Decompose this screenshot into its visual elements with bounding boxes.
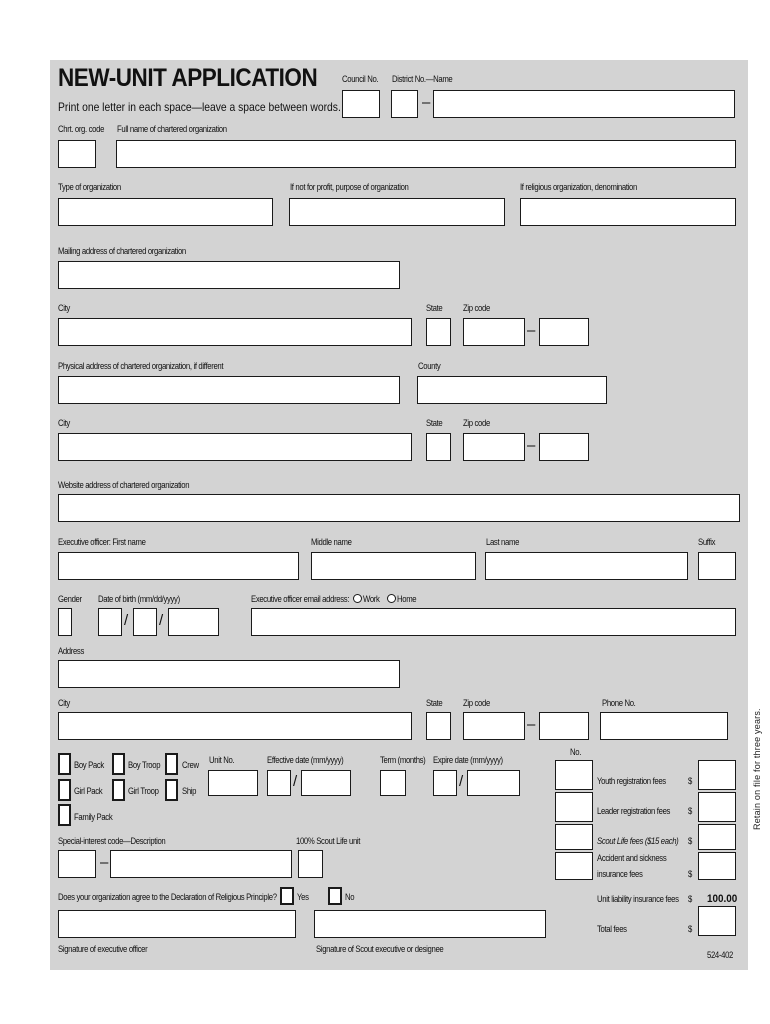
gender-label: Gender [58,594,82,604]
special-interest-label: Special-interest code—Description [58,836,166,846]
zip-label: Zip code [463,698,490,708]
effective-date-label: Effective date (mm/yyyy) [267,755,344,765]
exec-city-field[interactable] [58,712,412,740]
effective-month-field[interactable] [267,770,291,796]
religious-principle-question: Does your organization agree to the Declaration of Religious Principle? [58,892,277,902]
currency-symbol: $ [688,806,692,816]
chrt-code-label: Chrt. org. code [58,124,105,134]
exec-first-label: Executive officer: First name [58,537,146,547]
boy-pack-checkbox[interactable] [58,753,71,775]
no-column-label: No. [570,747,582,757]
state-label: State [426,698,443,708]
boy-troop-checkbox[interactable] [112,753,125,775]
form-subtitle: Print one letter in each space—leave a space between words. [58,100,341,114]
youth-fees-label: Youth registration fees [597,776,666,786]
effective-year-field[interactable] [301,770,351,796]
crew-label: Crew [182,760,199,770]
expire-date-label: Expire date (mm/yyyy) [433,755,503,765]
expire-month-field[interactable] [433,770,457,796]
form-number: 524-402 [707,950,734,960]
state-label: State [426,418,443,428]
dash-separator: – [422,94,431,111]
leader-fees-amount-field[interactable] [698,792,736,822]
retention-note: Retain on file for three years. [752,708,762,830]
suffix-field[interactable] [698,552,736,580]
physical-city-field[interactable] [58,433,412,461]
term-field[interactable] [380,770,406,796]
website-field[interactable] [58,494,740,522]
full-name-field[interactable] [116,140,736,168]
city-label: City [58,698,70,708]
email-field[interactable] [251,608,736,636]
unit-no-field[interactable] [208,770,258,796]
girl-troop-label: Girl Troop [128,786,159,796]
ship-label: Ship [182,786,197,796]
yes-label: Yes [297,892,309,902]
scout-signature-field[interactable] [314,910,546,938]
email-label: Executive officer email address: [251,594,350,604]
last-name-field[interactable] [485,552,688,580]
unit-no-label: Unit No. [209,755,235,765]
boy-pack-label: Boy Pack [74,760,104,770]
ship-checkbox[interactable] [165,779,178,801]
crew-checkbox[interactable] [165,753,178,775]
nonprofit-purpose-field[interactable] [289,198,505,226]
mailing-address-field[interactable] [58,261,400,289]
special-interest-description-field[interactable] [110,850,292,878]
liability-fees-amount: 100.00 [707,893,738,905]
city-field[interactable] [58,318,412,346]
accident-count-field[interactable] [555,852,593,880]
currency-symbol: $ [688,869,692,879]
mailing-address-label: Mailing address of chartered organization [58,246,186,256]
county-label: County [418,361,441,371]
special-interest-code-field[interactable] [58,850,96,878]
last-label: Last name [486,537,520,547]
phone-field[interactable] [600,712,728,740]
physical-zip-field[interactable] [463,433,525,461]
family-pack-label: Family Pack [74,812,113,822]
scout-signature-label: Signature of Scout executive or designee [316,944,444,954]
expire-year-field[interactable] [467,770,520,796]
district-label: District No.—Name [392,74,453,84]
accident-fees-label-1: Accident and sickness [597,853,667,863]
dob-label: Date of birth (mm/dd/yyyy) [98,594,180,604]
currency-symbol: $ [688,836,692,846]
youth-count-field[interactable] [555,760,593,790]
nonprofit-purpose-label: If not for profit, purpose of organization [290,182,409,192]
home-radio[interactable] [387,594,396,603]
dob-month-field[interactable] [98,608,122,636]
full-name-label: Full name of chartered organization [117,124,227,134]
boy-troop-label: Boy Troop [128,760,161,770]
zip-dash: – [527,437,536,454]
religious-yes-checkbox[interactable] [280,887,294,905]
district-no-field[interactable] [391,90,418,118]
work-label: Work [363,594,380,604]
dash-separator: – [100,854,109,871]
no-label: No [345,892,355,902]
total-fees-label: Total fees [597,924,627,934]
accident-fees-label-2: insurance fees [597,869,643,879]
total-fees-amount-field[interactable] [698,906,736,936]
address-label: Address [58,646,84,656]
zip-dash: – [527,322,536,339]
scout-life-count-field[interactable] [555,824,593,850]
city-label: City [58,418,70,428]
exec-signature-field[interactable] [58,910,296,938]
liability-fees-label: Unit liability insurance fees [597,894,679,904]
zip-ext-field[interactable] [539,318,589,346]
exec-zip-ext-field[interactable] [539,712,589,740]
scout-life-fees-label: Scout Life fees ($15 each) [597,836,679,846]
religious-denom-field[interactable] [520,198,736,226]
physical-zip-ext-field[interactable] [539,433,589,461]
girl-pack-checkbox[interactable] [58,779,71,801]
exec-zip-field[interactable] [463,712,525,740]
website-label: Website address of chartered organization [58,480,190,490]
type-org-label: Type of organization [58,182,121,192]
council-no-label: Council No. [342,74,379,84]
girl-troop-checkbox[interactable] [112,779,125,801]
gender-field[interactable] [58,608,72,636]
leader-fees-label: Leader registration fees [597,806,671,816]
date-slash: / [459,773,464,790]
exec-first-field[interactable] [58,552,299,580]
home-label: Home [397,594,417,604]
type-org-field[interactable] [58,198,273,226]
zip-label: Zip code [463,303,490,313]
youth-fees-amount-field[interactable] [698,760,736,790]
scout-life-unit-field[interactable] [298,850,323,878]
chrt-code-field[interactable] [58,140,96,168]
physical-state-field[interactable] [426,433,451,461]
term-label: Term (months) [380,755,426,765]
girl-pack-label: Girl Pack [74,786,103,796]
exec-state-field[interactable] [426,712,451,740]
religious-no-checkbox[interactable] [328,887,342,905]
currency-symbol: $ [688,894,692,904]
form-title: NEW-UNIT APPLICATION [58,64,318,92]
zip-dash: – [527,716,536,733]
dob-day-field[interactable] [133,608,157,636]
county-field[interactable] [417,376,607,404]
exec-signature-label: Signature of executive officer [58,944,148,954]
city-label: City [58,303,70,313]
accident-fees-amount-field[interactable] [698,852,736,880]
physical-address-label: Physical address of chartered organization, if different [58,361,224,371]
scout-life-fees-amount-field[interactable] [698,824,736,850]
zip-label: Zip code [463,418,490,428]
work-radio[interactable] [353,594,362,603]
exec-address-field[interactable] [58,660,400,688]
currency-symbol: $ [688,924,692,934]
scout-life-unit-label: 100% Scout Life unit [296,836,361,846]
religious-denom-label: If religious organization, denomination [520,182,637,192]
dob-year-field[interactable] [168,608,219,636]
council-no-field[interactable] [342,90,380,118]
suffix-label: Suffix [698,537,716,547]
phone-label: Phone No. [602,698,636,708]
state-label: State [426,303,443,313]
currency-symbol: $ [688,776,692,786]
physical-address-field[interactable] [58,376,400,404]
date-slash: / [159,612,164,629]
date-slash: / [293,773,298,790]
leader-count-field[interactable] [555,792,593,822]
zip-field[interactable] [463,318,525,346]
date-slash: / [124,612,129,629]
middle-name-field[interactable] [311,552,476,580]
state-field[interactable] [426,318,451,346]
family-pack-checkbox[interactable] [58,804,71,826]
district-name-field[interactable] [433,90,735,118]
middle-label: Middle name [311,537,352,547]
